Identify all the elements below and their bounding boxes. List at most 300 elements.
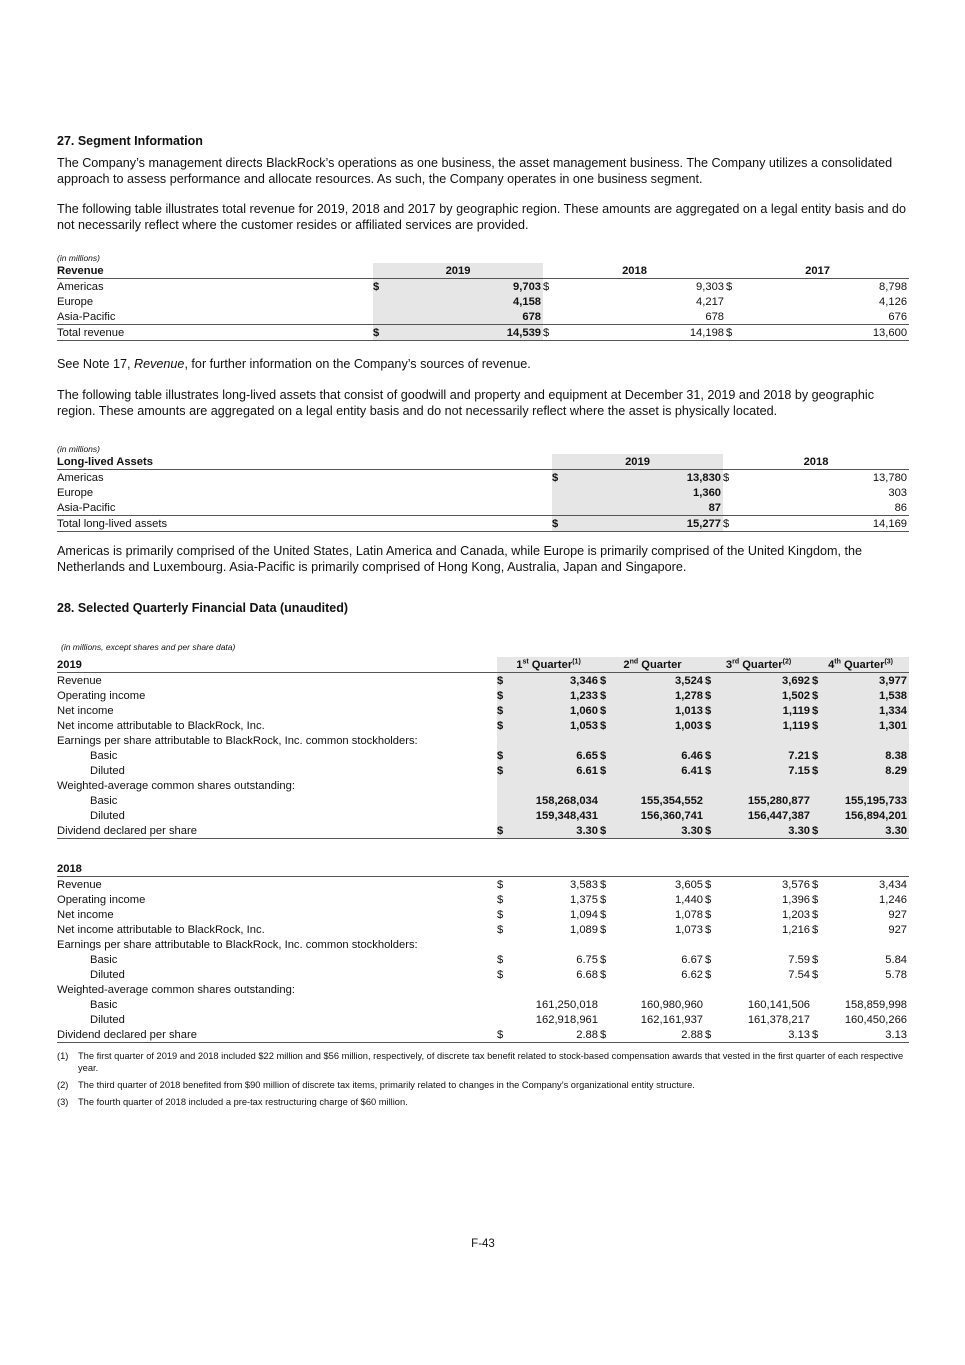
quarter-value: 3,605 — [675, 878, 704, 891]
currency-symbol — [812, 733, 826, 748]
quarter-value: 1,119 — [719, 703, 812, 718]
value-2018: 13,780 — [872, 471, 908, 484]
column-header: 2019 — [373, 263, 543, 279]
quarter-value: 3.30 — [826, 823, 909, 839]
table-row — [57, 485, 909, 500]
value-2019: 9,703 — [389, 279, 543, 295]
column-header: Long-lived Assets — [57, 454, 552, 470]
quarter-header — [600, 657, 705, 673]
quarter-value: 3.30 — [719, 823, 812, 839]
table-row — [57, 793, 909, 808]
currency-symbol — [812, 778, 826, 793]
paragraph-italic-text: Revenue — [134, 357, 185, 371]
quarter-value: 1,094 — [570, 908, 598, 921]
quarter-value: 1,078 — [675, 908, 704, 921]
row-label: Total long-lived assets — [57, 516, 552, 532]
quarter-number: 3 — [725, 658, 733, 671]
currency-symbol: $ — [600, 688, 614, 703]
currency-symbol — [600, 982, 614, 997]
currency-symbol — [705, 778, 719, 793]
ordinal-suffix: rd — [732, 657, 740, 665]
footnote-text: The third quarter of 2018 benefited from $90 million of discrete tax items, primarily related to changes in the Company’s organizational entity structure. — [78, 1080, 695, 1090]
currency-symbol — [600, 1012, 614, 1027]
quarter-value: 1,396 — [782, 893, 811, 906]
row-label: Operating income — [57, 893, 146, 906]
table-row — [57, 823, 909, 839]
currency-symbol: $ — [812, 748, 826, 763]
currency-symbol: $ — [600, 763, 614, 778]
quarter-number: 1 — [516, 658, 523, 671]
currency-symbol — [552, 500, 568, 516]
row-label: Diluted — [90, 968, 125, 981]
row-label: Europe — [57, 295, 94, 308]
table-row — [57, 703, 909, 718]
quarter-value: 1,203 — [782, 908, 811, 921]
currency-symbol: $ — [600, 923, 607, 936]
row-label: Total revenue — [57, 325, 373, 341]
footnote-text: The fourth quarter of 2018 included a pre-tax restructuring charge of $60 million. — [78, 1097, 408, 1107]
value-2018: 4,217 — [696, 295, 725, 308]
currency-symbol — [497, 793, 511, 808]
column-header: 2017 — [726, 263, 909, 279]
currency-symbol: $ — [726, 280, 733, 293]
currency-symbol: $ — [600, 823, 614, 839]
quarter-value — [511, 778, 600, 793]
quarter-value: 3,524 — [614, 673, 705, 689]
table-row — [57, 748, 909, 763]
quarter-value: 3.13 — [719, 1027, 812, 1043]
value-2019: 14,539 — [389, 325, 543, 341]
value-2017: 4,126 — [879, 295, 908, 308]
currency-symbol: $ — [600, 968, 607, 981]
currency-symbol: $ — [812, 688, 826, 703]
currency-symbol: $ — [812, 703, 826, 718]
table-row — [57, 892, 909, 907]
value-2018: 9,303 — [696, 280, 725, 293]
page-number: F-43 — [471, 1238, 495, 1250]
table-row — [57, 778, 909, 793]
table-row — [57, 907, 909, 922]
table-row — [57, 763, 909, 778]
quarter-value: 1,301 — [826, 718, 909, 733]
currency-symbol: $ — [705, 923, 712, 936]
segment-paragraph-5: Americas is primarily comprised of the United States, Latin America and Canada, while Europe is primarily comprised of the United Kingdom, the Netherlands and Luxembourg. Asia-Pacific is primarily comprised of Hong Kong, Australia, Japan and Singapore. — [57, 544, 862, 574]
ordinal-suffix: th — [834, 657, 841, 665]
row-label: Americas — [57, 280, 104, 293]
currency-symbol: $ — [497, 953, 504, 966]
currency-symbol — [543, 309, 559, 325]
footnote — [57, 1050, 909, 1074]
currency-symbol: $ — [497, 748, 511, 763]
row-label: Basic — [90, 998, 118, 1011]
currency-symbol — [497, 808, 511, 823]
currency-symbol: $ — [812, 718, 826, 733]
quarter-value: 8.29 — [826, 763, 909, 778]
column-header: 2019 — [552, 454, 723, 470]
quarter-value: 159,348,431 — [511, 808, 600, 823]
quarter-label: Quarter — [840, 658, 885, 671]
currency-symbol — [705, 793, 719, 808]
currency-symbol — [373, 294, 389, 309]
column-header: 2018 — [543, 263, 726, 279]
quarter-value — [511, 937, 600, 952]
quarter-value: 1,119 — [719, 718, 812, 733]
value-2019: 87 — [568, 500, 723, 516]
quarter-value — [826, 733, 909, 748]
value-2017: 13,600 — [742, 325, 909, 341]
value-2017: 676 — [888, 310, 908, 323]
long-lived-assets-table — [57, 454, 909, 532]
table-row — [57, 500, 909, 516]
currency-symbol: $ — [373, 279, 389, 295]
quarter-label: Quarter — [739, 658, 783, 671]
row-label: Net income attributable to BlackRock, Inc. — [57, 923, 265, 936]
table-row — [57, 982, 909, 997]
currency-symbol — [543, 294, 559, 309]
quarter-value — [826, 982, 909, 997]
currency-symbol: $ — [497, 923, 504, 936]
currency-symbol: $ — [705, 908, 712, 921]
currency-symbol: $ — [705, 823, 719, 839]
quarter-label: Quarter — [528, 658, 573, 671]
quarter-value: 155,280,877 — [719, 793, 812, 808]
currency-symbol: $ — [552, 516, 568, 532]
footnote-mark: (3) — [57, 1097, 69, 1107]
quarter-value: 1,440 — [675, 893, 704, 906]
quarter-header — [812, 861, 909, 877]
quarter-value: 3,977 — [826, 673, 909, 689]
currency-symbol: $ — [812, 893, 819, 906]
currency-symbol: $ — [600, 908, 607, 921]
table-row — [57, 470, 909, 486]
table-units-note: (in millions) — [57, 253, 100, 263]
currency-symbol: $ — [812, 673, 826, 689]
currency-symbol: $ — [497, 763, 511, 778]
quarter-value: 6.62 — [681, 968, 704, 981]
currency-symbol — [497, 997, 511, 1012]
quarter-value: 7.15 — [719, 763, 812, 778]
spacer-row — [57, 839, 909, 862]
quarter-value: 158,859,998 — [844, 998, 908, 1011]
row-label: Earnings per share attributable to BlackRock, Inc. common stockholders: — [57, 938, 418, 951]
currency-symbol — [497, 1012, 511, 1027]
value-2019: 4,158 — [389, 294, 543, 309]
quarter-value: 3,576 — [782, 878, 811, 891]
quarter-value: 1,278 — [614, 688, 705, 703]
section-title-segment: 27. Segment Information — [57, 134, 203, 148]
row-label: Diluted — [90, 1013, 125, 1026]
footnote-ref: (1) — [572, 657, 581, 665]
year-header: 2019 — [57, 657, 497, 673]
quarter-value: 6.65 — [511, 748, 600, 763]
currency-symbol: $ — [705, 893, 712, 906]
segment-paragraph-4: The following table illustrates long-lived assets that consist of goodwill and property and equipment at December 31, 2019 and 2018 by geographic region. These amounts are aggregated on a legal entity basis and do not necessarily reflect where the asset is physically located. — [57, 388, 874, 418]
quarter-value: 6.61 — [511, 763, 600, 778]
row-label: Europe — [57, 486, 94, 499]
table-header-row — [57, 454, 909, 470]
quarter-value: 7.21 — [719, 748, 812, 763]
currency-symbol — [705, 808, 719, 823]
value-2018: 14,169 — [739, 516, 909, 532]
currency-symbol — [497, 937, 511, 952]
quarter-value: 7.59 — [788, 953, 811, 966]
row-label: Net income attributable to BlackRock, Inc. — [57, 719, 265, 732]
quarter-value: 6.68 — [576, 968, 598, 981]
quarter-value: 6.46 — [614, 748, 705, 763]
row-label: Basic — [90, 953, 118, 966]
paragraph-text: , for further information on the Company’s sources of revenue. — [184, 357, 531, 371]
currency-symbol: $ — [812, 763, 826, 778]
currency-symbol — [600, 937, 614, 952]
quarter-value: 1,334 — [826, 703, 909, 718]
currency-symbol: $ — [497, 1027, 511, 1043]
row-label: Weighted-average common shares outstanding: — [57, 779, 295, 792]
table-row — [57, 279, 909, 295]
quarter-value: 3,346 — [511, 673, 600, 689]
quarter-value: 162,918,961 — [535, 1013, 598, 1026]
quarter-value: 1,538 — [826, 688, 909, 703]
currency-symbol — [705, 937, 719, 952]
quarter-value: 6.75 — [576, 953, 598, 966]
currency-symbol: $ — [812, 823, 826, 839]
quarter-value — [511, 733, 600, 748]
quarter-value — [614, 733, 705, 748]
row-label: Basic — [90, 794, 118, 807]
row-label: Net income — [57, 704, 114, 717]
quarter-value: 927 — [888, 923, 908, 936]
currency-symbol: $ — [705, 878, 712, 891]
table-header-row — [57, 263, 909, 279]
currency-symbol — [723, 485, 739, 500]
currency-symbol: $ — [497, 823, 511, 839]
currency-symbol — [723, 500, 739, 516]
row-label: Americas — [57, 471, 104, 484]
quarter-header — [497, 861, 600, 877]
row-label: Operating income — [57, 689, 146, 702]
currency-symbol — [812, 937, 826, 952]
quarter-value: 1,216 — [782, 923, 811, 936]
footnote — [57, 1096, 909, 1108]
quarter-value: 1,060 — [511, 703, 600, 718]
segment-paragraph-1: The Company’s management directs BlackRock’s operations as one business, the asset management business. The Company utilizes a consolidated approach to assess performance and allocate resources. As such, the Company operates in one business segment. — [57, 156, 893, 186]
currency-symbol: $ — [812, 878, 819, 891]
currency-symbol: $ — [812, 908, 819, 921]
currency-symbol: $ — [497, 968, 504, 981]
quarter-value: 8.38 — [826, 748, 909, 763]
footnote — [57, 1079, 909, 1091]
table-row — [57, 325, 909, 341]
currency-symbol: $ — [552, 470, 568, 486]
quarter-value: 3.30 — [511, 823, 600, 839]
value-2019: 15,277 — [568, 516, 723, 532]
table-row — [57, 718, 909, 733]
quarter-value: 160,141,506 — [747, 998, 811, 1011]
value-2019: 1,360 — [568, 485, 723, 500]
currency-symbol — [497, 778, 511, 793]
table-row — [57, 1012, 909, 1027]
currency-symbol: $ — [497, 718, 511, 733]
revenue-by-region-table — [57, 263, 909, 341]
currency-symbol: $ — [705, 763, 719, 778]
currency-symbol: $ — [705, 953, 712, 966]
currency-symbol — [812, 997, 826, 1012]
quarter-value: 156,894,201 — [826, 808, 909, 823]
quarter-value: 1,375 — [570, 893, 598, 906]
table-header-row — [57, 657, 909, 673]
currency-symbol: $ — [723, 471, 730, 484]
currency-symbol: $ — [726, 325, 742, 341]
table-row — [57, 688, 909, 703]
currency-symbol: $ — [373, 325, 389, 341]
table-row — [57, 952, 909, 967]
currency-symbol: $ — [705, 718, 719, 733]
quarter-value: 161,250,018 — [535, 998, 598, 1011]
currency-symbol: $ — [705, 748, 719, 763]
currency-symbol: $ — [812, 923, 819, 936]
quarter-value: 3,434 — [879, 878, 908, 891]
quarter-value: 155,195,733 — [826, 793, 909, 808]
currency-symbol — [600, 808, 614, 823]
quarter-value: 5.78 — [885, 968, 908, 981]
currency-symbol — [705, 997, 719, 1012]
quarter-header — [705, 657, 812, 673]
quarter-number: 2 — [623, 658, 630, 671]
value-2017: 8,798 — [879, 280, 908, 293]
currency-symbol: $ — [600, 1027, 614, 1043]
row-label: Basic — [90, 749, 118, 762]
currency-symbol — [812, 1012, 826, 1027]
quarter-value — [511, 982, 600, 997]
table-units-note: (in millions) — [57, 444, 100, 454]
quarter-value — [719, 733, 812, 748]
quarter-value: 2.88 — [614, 1027, 705, 1043]
row-label: Revenue — [57, 878, 102, 891]
quarter-value — [826, 937, 909, 952]
quarter-header — [600, 861, 705, 877]
quarter-value — [614, 937, 705, 952]
row-label: Diluted — [90, 809, 125, 822]
quarter-value: 161,378,217 — [747, 1013, 811, 1026]
quarter-value: 160,980,960 — [640, 998, 704, 1011]
quarter-value: 156,447,387 — [719, 808, 812, 823]
quarter-value: 3,583 — [570, 878, 598, 891]
row-label: Earnings per share attributable to BlackRock, Inc. common stockholders: — [57, 734, 418, 747]
row-label: Asia-Pacific — [57, 501, 116, 514]
currency-symbol: $ — [543, 325, 559, 341]
table-row — [57, 937, 909, 952]
currency-symbol: $ — [497, 703, 511, 718]
quarter-value: 1,233 — [511, 688, 600, 703]
currency-symbol: $ — [497, 878, 504, 891]
table-row — [57, 673, 909, 689]
table-row — [57, 1027, 909, 1043]
currency-symbol: $ — [705, 688, 719, 703]
currency-symbol: $ — [812, 953, 819, 966]
currency-symbol — [600, 793, 614, 808]
currency-symbol — [497, 733, 511, 748]
currency-symbol: $ — [600, 953, 607, 966]
table-row — [57, 877, 909, 893]
quarter-value: 6.41 — [614, 763, 705, 778]
quarter-value: 1,003 — [614, 718, 705, 733]
currency-symbol: $ — [600, 718, 614, 733]
quarter-value: 155,354,552 — [614, 793, 705, 808]
quarter-value: 160,450,266 — [844, 1013, 908, 1026]
column-header: 2018 — [723, 454, 909, 470]
quarter-value: 158,268,034 — [511, 793, 600, 808]
paragraph-text: See Note 17, — [57, 357, 135, 371]
row-label: Weighted-average common shares outstanding: — [57, 983, 295, 996]
currency-symbol: $ — [600, 748, 614, 763]
currency-symbol — [705, 733, 719, 748]
table-row — [57, 997, 909, 1012]
quarter-header — [497, 657, 600, 673]
quarter-value: 1,502 — [719, 688, 812, 703]
quarter-value: 1,089 — [570, 923, 598, 936]
currency-symbol: $ — [812, 968, 819, 981]
quarter-value: 927 — [888, 908, 908, 921]
table-header-row — [57, 861, 909, 877]
quarterly-data-table — [57, 657, 909, 1043]
value-2019: 678 — [389, 309, 543, 325]
value-2018: 678 — [705, 310, 725, 323]
currency-symbol: $ — [723, 516, 739, 532]
currency-symbol — [705, 982, 719, 997]
value-2019: 13,830 — [568, 470, 723, 486]
footnote-ref: (3) — [884, 657, 893, 665]
currency-symbol: $ — [600, 878, 607, 891]
quarter-value — [719, 982, 812, 997]
year-header: 2018 — [57, 861, 497, 877]
currency-symbol: $ — [812, 1027, 826, 1043]
currency-symbol: $ — [600, 703, 614, 718]
ordinal-suffix: nd — [629, 657, 639, 665]
quarter-value: 6.67 — [681, 953, 704, 966]
quarter-value — [826, 778, 909, 793]
footnote-mark: (2) — [57, 1080, 69, 1090]
quarter-header — [705, 861, 812, 877]
table-row — [57, 516, 909, 532]
quarter-header — [812, 657, 909, 673]
quarter-value: 3.13 — [826, 1027, 909, 1043]
table-row — [57, 808, 909, 823]
currency-symbol: $ — [497, 908, 504, 921]
quarter-value: 156,360,741 — [614, 808, 705, 823]
footnote-ref: (2) — [782, 657, 792, 665]
quarter-value — [719, 937, 812, 952]
quarter-value: 1,246 — [879, 893, 908, 906]
value-2018: 86 — [894, 501, 908, 514]
quarter-value — [614, 778, 705, 793]
quarter-number: 4 — [828, 658, 835, 671]
row-label: Net income — [57, 908, 114, 921]
ordinal-suffix: st — [522, 657, 529, 665]
currency-symbol: $ — [497, 673, 511, 689]
currency-symbol: $ — [497, 893, 504, 906]
quarter-value — [719, 778, 812, 793]
row-label: Dividend declared per share — [57, 823, 497, 839]
quarter-value: 7.54 — [788, 968, 811, 981]
row-label: Diluted — [90, 764, 125, 777]
currency-symbol: $ — [600, 673, 614, 689]
footnote-mark: (1) — [57, 1051, 69, 1061]
currency-symbol — [552, 485, 568, 500]
value-2018: 303 — [888, 486, 908, 499]
quarter-value: 3.30 — [614, 823, 705, 839]
quarter-value: 2.88 — [511, 1027, 600, 1043]
row-label: Asia-Pacific — [57, 310, 116, 323]
currency-symbol — [726, 309, 742, 325]
